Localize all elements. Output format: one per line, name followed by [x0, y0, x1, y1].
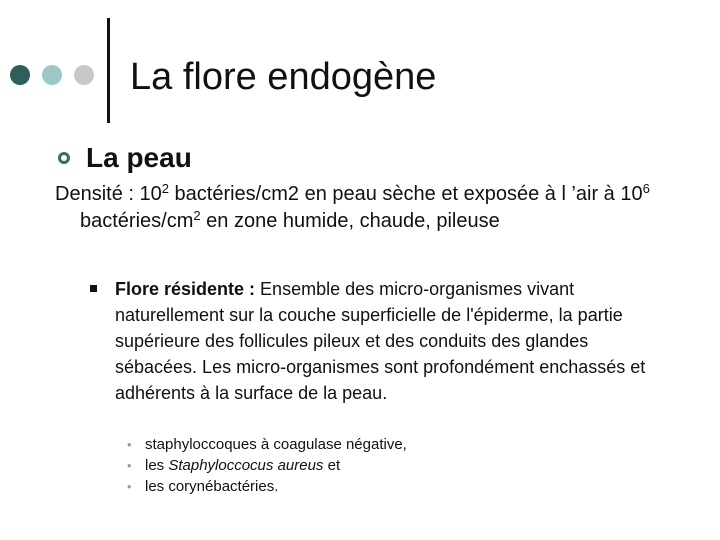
density-text-2: bactéries/cm2 en peau sèche et exposée à l ’air à 10 [168, 183, 643, 205]
resident-flora-text [115, 276, 665, 406]
title-divider [107, 18, 110, 123]
organism-2: les Staphyloccocus aureus et [145, 457, 341, 474]
list-item [127, 434, 687, 455]
decorative-dots [10, 65, 100, 85]
density-text-4: en zone humide, chaude, pileuse [200, 210, 500, 232]
organism-2-italic: Staphyloccocus aureus [168, 457, 324, 474]
dot-bullet-icon: • [127, 458, 132, 473]
grey-dot [74, 65, 94, 85]
organism-3: les corynébactéries. [145, 478, 279, 495]
section-heading: La peau [86, 142, 192, 173]
list-item [127, 476, 687, 497]
dark-teal-dot [10, 65, 30, 85]
organism-1: staphyloccoques à coagulase négative, [145, 436, 407, 453]
dot-bullet-icon: • [127, 437, 132, 452]
density-exponent-3: 2 [193, 208, 201, 223]
list-item [127, 455, 687, 476]
organism-list [127, 434, 687, 497]
dot-bullet-icon: • [127, 479, 132, 494]
resident-flora-description: Ensemble des micro-organismes vivant naturellement sur la couche superficielle de l'épiderme, la partie supérieure des follicules pileux et des conduits des glandes sébacées. Les micro-organismes sont profondément enchassés et adhérents à la surface de la peau. [115, 279, 646, 403]
resident-flora-label: Flore résidente : [115, 279, 256, 299]
heading-row [58, 140, 192, 176]
density-exponent-2: 6 [642, 181, 650, 196]
light-teal-dot [42, 65, 62, 85]
slide-title: La flore endogène [130, 56, 437, 98]
ring-bullet-icon [58, 152, 70, 164]
density-exponent-1: 2 [161, 181, 169, 196]
density-paragraph [55, 181, 720, 235]
density-text-1: Densité : 10 [55, 183, 162, 205]
density-text-3: bactéries/cm [80, 210, 194, 232]
square-bullet-icon [90, 285, 97, 292]
resident-flora-item [90, 276, 665, 406]
